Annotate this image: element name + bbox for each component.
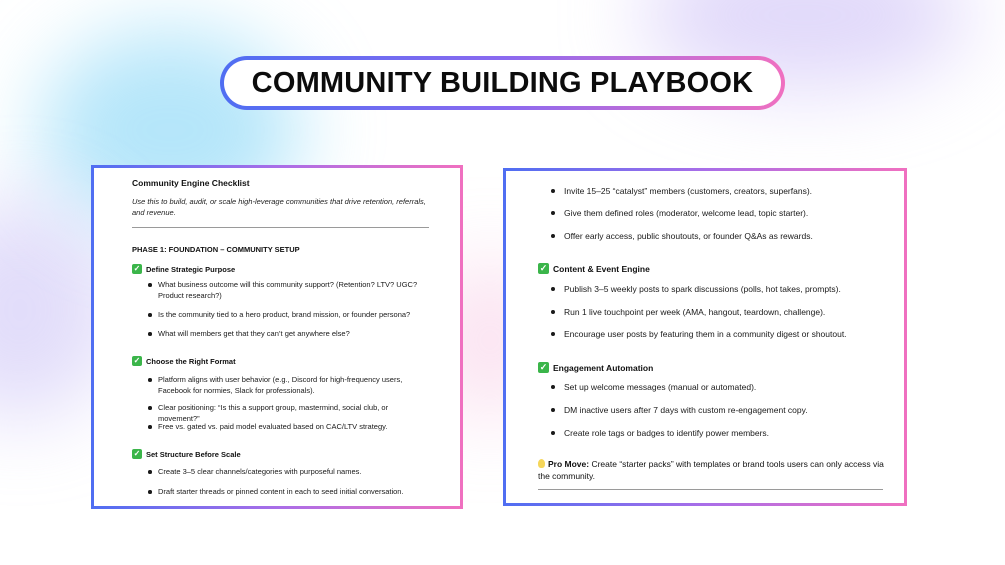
- list-item: Invite 15–25 “catalyst” members (customers, creators, superfans).: [564, 185, 884, 197]
- list-item: Give them defined roles (moderator, welcome lead, topic starter).: [564, 207, 884, 219]
- pro-move-tip: [538, 458, 888, 482]
- doc-intro: Use this to build, audit, or scale high-leverage communities that drive retention, referrals, and revenue.: [132, 197, 426, 217]
- pro-move-text: Create “starter packs” with templates or brand tools users can only access via the community.: [538, 459, 884, 481]
- check-mark-icon: ✓: [133, 449, 141, 458]
- list-item: Set up welcome messages (manual or automated).: [564, 381, 894, 393]
- divider: [538, 489, 883, 490]
- section-heading-structure: ✓ Set Structure Before Scale: [133, 449, 241, 459]
- check-mark-icon: ✓: [539, 362, 548, 372]
- lightbulb-icon: [538, 459, 545, 468]
- page-title: COMMUNITY BUILDING PLAYBOOK: [251, 66, 754, 99]
- list-item: Create 3–5 clear channels/categories with purposeful names.: [158, 466, 430, 477]
- list-item: What business outcome will this community support? (Retention? LTV? UGC? Product research?): [158, 279, 420, 301]
- pro-move-label: Pro Move:: [548, 459, 590, 469]
- phase-heading: PHASE 1: FOUNDATION – COMMUNITY SETUP: [132, 245, 300, 254]
- checklist-page-left: [91, 165, 463, 509]
- title-banner: [220, 56, 785, 110]
- list-item: Is the community tied to a hero product, brand mission, or founder persona?: [158, 309, 420, 320]
- list-item: Clear positioning: “Is this a support group, mastermind, social club, or movement?”: [158, 402, 430, 424]
- section-heading-strategic-purpose: ✓ Define Strategic Purpose: [133, 264, 236, 274]
- list-item: Free vs. gated vs. paid model evaluated based on CAC/LTV strategy.: [158, 421, 430, 432]
- list-item: Encourage user posts by featuring them in a community digest or shoutout.: [564, 328, 894, 340]
- doc-title: Community Engine Checklist: [132, 178, 250, 188]
- list-item: What will members get that they can’t get anywhere else?: [158, 328, 420, 339]
- check-mark-icon: ✓: [539, 263, 548, 273]
- list-item: Create role tags or badges to identify power members.: [564, 427, 894, 439]
- section-heading-content-engine: ✓ Content & Event Engine: [539, 263, 650, 274]
- checklist-page-right: [503, 168, 907, 506]
- list-item: Platform aligns with user behavior (e.g., Discord for high-frequency users, Facebook for normies, Slack for professionals).: [158, 374, 430, 396]
- list-item: DM inactive users after 7 days with custom re-engagement copy.: [564, 404, 894, 416]
- section-heading-right-format: ✓ Choose the Right Format: [133, 356, 236, 366]
- list-item: Run 1 live touchpoint per week (AMA, hangout, teardown, challenge).: [564, 306, 894, 318]
- check-mark-icon: ✓: [133, 264, 141, 273]
- list-item: Publish 3–5 weekly posts to spark discussions (polls, hot takes, prompts).: [564, 283, 894, 295]
- list-item: Offer early access, public shoutouts, or founder Q&As as rewards.: [564, 230, 884, 242]
- list-item: Draft starter threads or pinned content in each to seed initial conversation.: [158, 486, 430, 497]
- section-heading-engagement-automation: ✓ Engagement Automation: [539, 362, 654, 373]
- divider: [132, 227, 429, 228]
- check-mark-icon: ✓: [133, 356, 141, 365]
